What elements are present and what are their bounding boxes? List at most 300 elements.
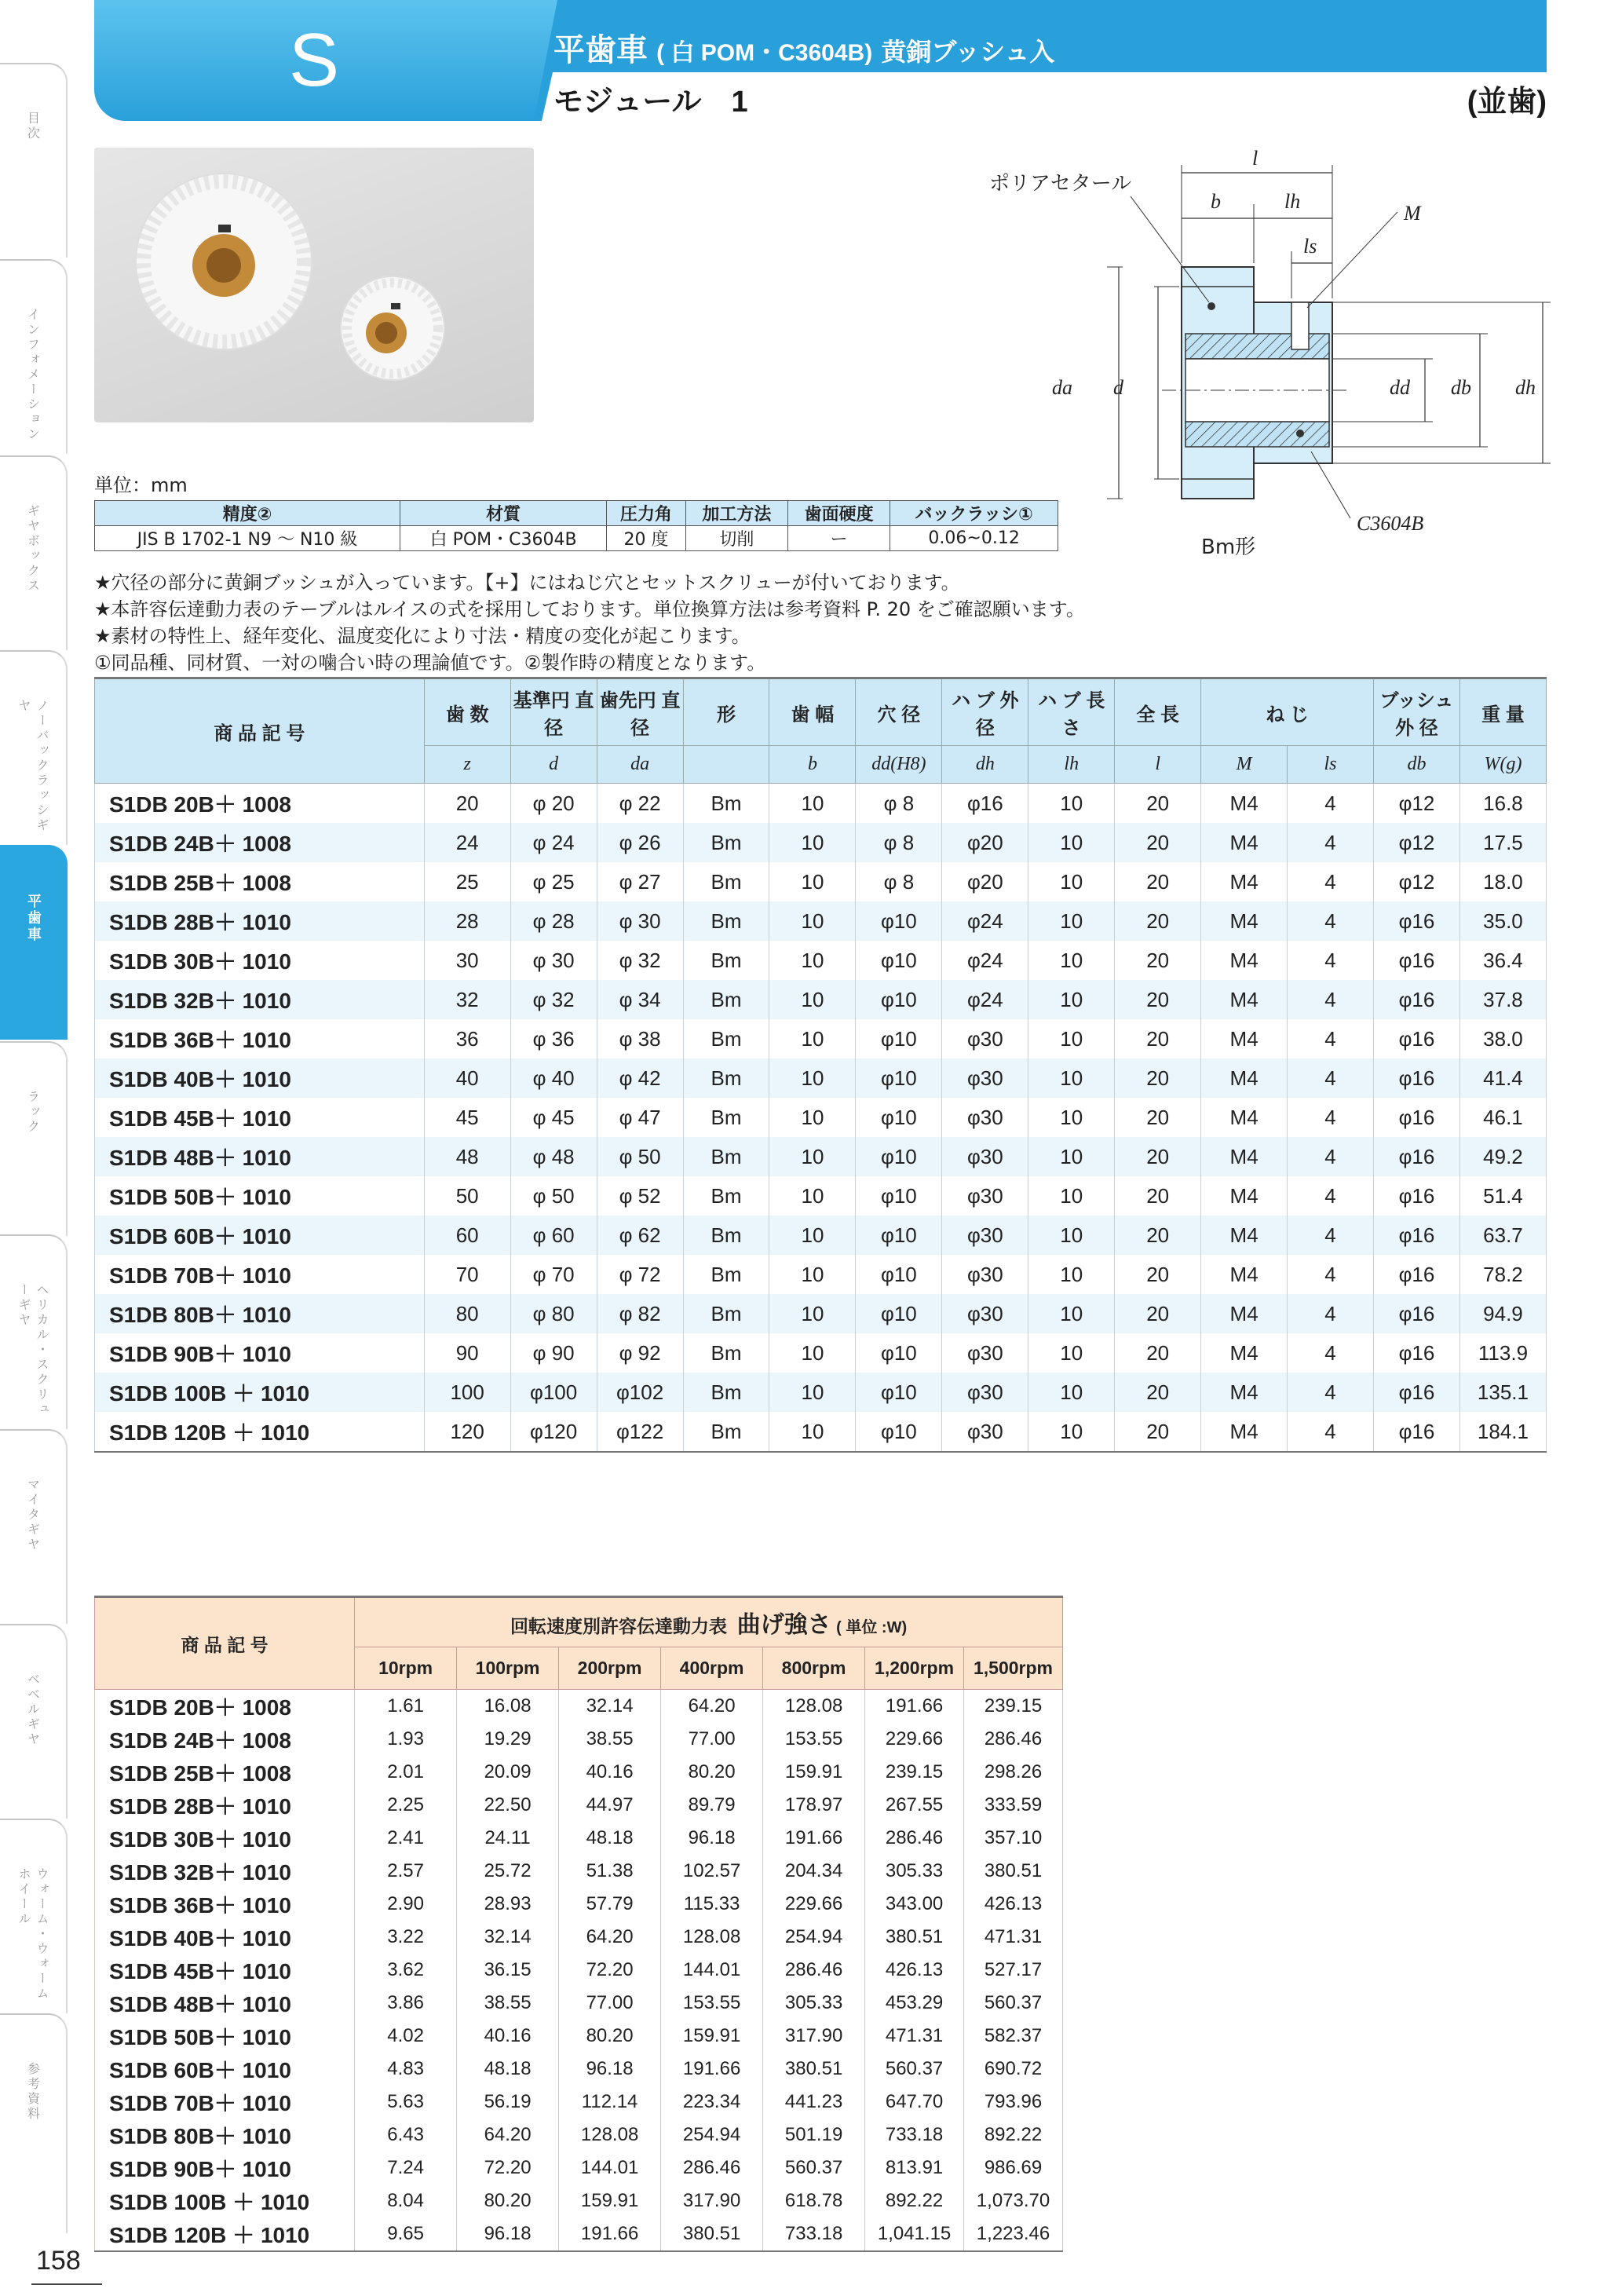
table-cell: M4 bbox=[1201, 1137, 1288, 1176]
power-cell: 317.90 bbox=[661, 2184, 763, 2217]
table-cell: 20 bbox=[1115, 980, 1201, 1019]
table-cell: 94.9 bbox=[1459, 1294, 1546, 1333]
side-tab-label: ギヤボックス bbox=[25, 504, 41, 594]
table-cell: φ 24 bbox=[510, 823, 597, 862]
table-cell: φ 28 bbox=[510, 901, 597, 941]
table-cell: 90 bbox=[424, 1333, 510, 1373]
table-cell: 10 bbox=[769, 1176, 856, 1216]
col-screw-header: ね じ bbox=[1201, 678, 1374, 746]
table-cell: φ30 bbox=[942, 1058, 1028, 1098]
side-tab-label: ラック bbox=[25, 1090, 41, 1135]
power-cell: 690.72 bbox=[964, 2053, 1063, 2086]
power-cell: 112.14 bbox=[559, 2086, 661, 2119]
col-hubdia-header: ハ ブ 外 径 bbox=[942, 678, 1028, 746]
table-cell: 10 bbox=[769, 1216, 856, 1255]
spec-value-cell: 20 度 bbox=[607, 526, 686, 551]
power-cell: 4.02 bbox=[355, 2020, 457, 2053]
dimension-table-body bbox=[95, 784, 1547, 1453]
table-cell: 10 bbox=[1028, 980, 1115, 1019]
col-form-header: 形 bbox=[683, 678, 769, 746]
table-cell: 10 bbox=[1028, 1137, 1115, 1176]
power-cell: 80.20 bbox=[457, 2184, 559, 2217]
table-row bbox=[95, 1756, 1063, 1789]
sym-ls: ls bbox=[1288, 746, 1374, 784]
power-cell: 16.08 bbox=[457, 1690, 559, 1724]
table-cell: φ30 bbox=[942, 1412, 1028, 1452]
table-cell: φ10 bbox=[856, 1255, 942, 1294]
table-cell: φ16 bbox=[1373, 1412, 1459, 1452]
gear-photo-illustration bbox=[94, 148, 534, 422]
power-cell: 317.90 bbox=[763, 2020, 865, 2053]
table-row bbox=[95, 1216, 1547, 1255]
table-cell: φ 42 bbox=[597, 1058, 683, 1098]
power-cell: 3.22 bbox=[355, 1921, 457, 1954]
table-cell: φ 72 bbox=[597, 1255, 683, 1294]
power-cell: 96.18 bbox=[457, 2217, 559, 2251]
table-row bbox=[95, 1789, 1063, 1822]
side-tab-7[interactable] bbox=[0, 1234, 68, 1429]
spec-header-row bbox=[95, 501, 1058, 526]
table-cell: φ 36 bbox=[510, 1019, 597, 1058]
table-cell: 17.5 bbox=[1459, 823, 1546, 862]
power-cell: 153.55 bbox=[763, 1723, 865, 1756]
note-3: ★素材の特性上、経年変化、温度変化により寸法・精度の変化が起こります。 bbox=[94, 625, 751, 647]
side-tab-6[interactable] bbox=[0, 1041, 68, 1236]
table-cell: φ30 bbox=[942, 1019, 1028, 1058]
table-cell: 4 bbox=[1288, 823, 1374, 862]
power-cell: 144.01 bbox=[559, 2152, 661, 2184]
table-row bbox=[95, 1690, 1063, 1724]
table-row bbox=[95, 1373, 1547, 1412]
table-row bbox=[95, 1888, 1063, 1921]
col-total-header: 全 長 bbox=[1115, 678, 1201, 746]
power-cell: 56.19 bbox=[457, 2086, 559, 2119]
dim-d: d bbox=[1113, 376, 1123, 399]
product-code-cell: S1DB 45B＋ 1010 bbox=[95, 1954, 355, 1987]
table-cell: 4 bbox=[1288, 1216, 1374, 1255]
product-code-cell: S1DB 70B＋ 1010 bbox=[95, 2086, 355, 2119]
table-cell: 50 bbox=[424, 1176, 510, 1216]
power-title-strong: 曲げ強さ bbox=[736, 1612, 831, 1638]
power-cell: 239.15 bbox=[964, 1690, 1063, 1724]
table-cell: 10 bbox=[769, 862, 856, 901]
power-cell: 128.08 bbox=[763, 1690, 865, 1724]
power-cell: 40.16 bbox=[457, 2020, 559, 2053]
power-cell: 380.51 bbox=[865, 1921, 964, 1954]
side-tab-label: ウォーム・ウォームホイール bbox=[16, 1867, 49, 2002]
table-cell: φ10 bbox=[856, 1294, 942, 1333]
product-code-cell: S1DB 25B＋ 1008 bbox=[95, 862, 425, 901]
table-cell: Bm bbox=[683, 862, 769, 901]
power-cell: 1,041.15 bbox=[865, 2217, 964, 2251]
table-cell: M4 bbox=[1201, 1294, 1288, 1333]
table-cell: φ 70 bbox=[510, 1255, 597, 1294]
power-cell: 128.08 bbox=[559, 2119, 661, 2152]
power-cell: 57.79 bbox=[559, 1888, 661, 1921]
power-cell: 813.91 bbox=[865, 2152, 964, 2184]
col-tip-header: 歯先円 直 径 bbox=[597, 678, 683, 746]
table-cell: 20 bbox=[1115, 1255, 1201, 1294]
product-code-cell: S1DB 70B＋ 1010 bbox=[95, 1255, 425, 1294]
power-cell: 64.20 bbox=[661, 1690, 763, 1724]
dim-db: db bbox=[1451, 376, 1471, 399]
rpm-header: 1,200rpm bbox=[865, 1647, 964, 1690]
power-cell: 426.13 bbox=[865, 1954, 964, 1987]
power-cell: 9.65 bbox=[355, 2217, 457, 2251]
power-cell: 36.15 bbox=[457, 1954, 559, 1987]
table-cell: φ 8 bbox=[856, 823, 942, 862]
table-cell: Bm bbox=[683, 1373, 769, 1412]
sym-dd: dd(H8) bbox=[856, 746, 942, 784]
table-row bbox=[95, 2217, 1063, 2251]
table-cell: φ 26 bbox=[597, 823, 683, 862]
power-cell: 48.18 bbox=[457, 2053, 559, 2086]
series-letter: S bbox=[288, 18, 340, 102]
power-cell: 286.46 bbox=[964, 1723, 1063, 1756]
table-cell: φ10 bbox=[856, 1019, 942, 1058]
product-code-cell: S1DB 28B＋ 1010 bbox=[95, 901, 425, 941]
table-cell: φ16 bbox=[1373, 1019, 1459, 1058]
table-cell: M4 bbox=[1201, 1255, 1288, 1294]
power-cell: 22.50 bbox=[457, 1789, 559, 1822]
module-label: モジュール 1 bbox=[553, 86, 748, 119]
side-tab-8[interactable] bbox=[0, 1429, 68, 1624]
table-row bbox=[95, 1723, 1063, 1756]
product-code-cell: S1DB 50B＋ 1010 bbox=[95, 2020, 355, 2053]
table-row bbox=[95, 1255, 1547, 1294]
table-cell: 20 bbox=[1115, 1294, 1201, 1333]
power-cell: 892.22 bbox=[964, 2119, 1063, 2152]
power-cell: 89.79 bbox=[661, 1789, 763, 1822]
power-cell: 7.24 bbox=[355, 2152, 457, 2184]
unit-label: 単位：mm bbox=[94, 474, 188, 496]
power-cell: 229.66 bbox=[763, 1888, 865, 1921]
table-cell: φ16 bbox=[1373, 1373, 1459, 1412]
table-cell: φ 62 bbox=[597, 1216, 683, 1255]
power-cell: 582.37 bbox=[964, 2020, 1063, 2053]
small-gear-image bbox=[341, 276, 444, 380]
bm-form-drawing bbox=[974, 141, 1602, 565]
table-cell: φ12 bbox=[1373, 862, 1459, 901]
table-cell: Bm bbox=[683, 1255, 769, 1294]
power-cell: 6.43 bbox=[355, 2119, 457, 2152]
rpm-header: 100rpm bbox=[457, 1647, 559, 1690]
table-cell: 35.0 bbox=[1459, 901, 1546, 941]
table-cell: M4 bbox=[1201, 1373, 1288, 1412]
table-cell: φ10 bbox=[856, 1373, 942, 1412]
table-cell: 70 bbox=[424, 1255, 510, 1294]
power-cell: 527.17 bbox=[964, 1954, 1063, 1987]
power-cell: 2.90 bbox=[355, 1888, 457, 1921]
side-tab-label: ヘリカル・スクリューギヤ bbox=[16, 1283, 49, 1417]
table-cell: 4 bbox=[1288, 1294, 1374, 1333]
table-cell: φ20 bbox=[942, 862, 1028, 901]
table-cell: 10 bbox=[1028, 1412, 1115, 1452]
table-cell: Bm bbox=[683, 1176, 769, 1216]
table-cell: φ16 bbox=[942, 784, 1028, 824]
table-cell: Bm bbox=[683, 1058, 769, 1098]
table-cell: 30 bbox=[424, 941, 510, 980]
power-cell: 2.01 bbox=[355, 1756, 457, 1789]
table-cell: φ 32 bbox=[597, 941, 683, 980]
side-tab-10[interactable] bbox=[0, 1819, 68, 2013]
power-cell: 102.57 bbox=[661, 1855, 763, 1888]
table-cell: 10 bbox=[769, 1412, 856, 1452]
table-row bbox=[95, 823, 1547, 862]
table-cell: φ 90 bbox=[510, 1333, 597, 1373]
power-cell: 191.66 bbox=[763, 1822, 865, 1855]
table-cell: 18.0 bbox=[1459, 862, 1546, 901]
col-bore-header: 穴 径 bbox=[856, 678, 942, 746]
table-cell: 4 bbox=[1288, 941, 1374, 980]
table-cell: φ10 bbox=[856, 1176, 942, 1216]
side-tab-2[interactable] bbox=[0, 259, 68, 454]
power-cell: 892.22 bbox=[865, 2184, 964, 2217]
table-cell: φ16 bbox=[1373, 941, 1459, 980]
power-cell: 80.20 bbox=[559, 2020, 661, 2053]
table-cell: Bm bbox=[683, 901, 769, 941]
power-cell: 254.94 bbox=[661, 2119, 763, 2152]
table-row bbox=[95, 1921, 1063, 1954]
sym-d: d bbox=[510, 746, 597, 784]
table-cell: Bm bbox=[683, 1019, 769, 1058]
power-cell: 426.13 bbox=[964, 1888, 1063, 1921]
power-cell: 254.94 bbox=[763, 1921, 865, 1954]
dimension-table bbox=[94, 677, 1547, 1453]
table-cell: M4 bbox=[1201, 980, 1288, 1019]
spec-value-row bbox=[95, 526, 1058, 551]
table-cell: M4 bbox=[1201, 862, 1288, 901]
table-cell: M4 bbox=[1201, 784, 1288, 824]
power-cell: 191.66 bbox=[661, 2053, 763, 2086]
power-table-body bbox=[95, 1690, 1063, 2252]
table-cell: 10 bbox=[1028, 1294, 1115, 1333]
table-cell: 4 bbox=[1288, 1255, 1374, 1294]
spec-header-cell: 材質 bbox=[400, 501, 607, 526]
sym-z: z bbox=[424, 746, 510, 784]
power-cell: 159.91 bbox=[763, 1756, 865, 1789]
table-cell: 10 bbox=[1028, 1373, 1115, 1412]
product-code-cell: S1DB 120B ＋ 1010 bbox=[95, 2217, 355, 2251]
table-cell: 120 bbox=[424, 1412, 510, 1452]
table-row bbox=[95, 2152, 1063, 2184]
power-cell: 1.61 bbox=[355, 1690, 457, 1724]
table-cell: M4 bbox=[1201, 1333, 1288, 1373]
table-cell: Bm bbox=[683, 1216, 769, 1255]
product-code-cell: S1DB 30B＋ 1010 bbox=[95, 941, 425, 980]
power-cell: 8.04 bbox=[355, 2184, 457, 2217]
table-cell: φ 30 bbox=[510, 941, 597, 980]
table-cell: φ12 bbox=[1373, 823, 1459, 862]
power-cell: 191.66 bbox=[865, 1690, 964, 1724]
table-cell: 46.1 bbox=[1459, 1098, 1546, 1137]
table-row bbox=[95, 2119, 1063, 2152]
table-cell: 40 bbox=[424, 1058, 510, 1098]
table-cell: 100 bbox=[424, 1373, 510, 1412]
power-cell: 733.18 bbox=[865, 2119, 964, 2152]
bushing-material-label: C3604B bbox=[1357, 512, 1424, 535]
table-cell: 20 bbox=[1115, 823, 1201, 862]
sym-l: l bbox=[1115, 746, 1201, 784]
side-tab-11[interactable] bbox=[0, 2013, 68, 2233]
table-cell: φ100 bbox=[510, 1373, 597, 1412]
table-cell: 10 bbox=[769, 1137, 856, 1176]
table-cell: 49.2 bbox=[1459, 1137, 1546, 1176]
sym-da: da bbox=[597, 746, 683, 784]
table-cell: 4 bbox=[1288, 1412, 1374, 1452]
table-cell: Bm bbox=[683, 980, 769, 1019]
dim-ls: ls bbox=[1303, 235, 1317, 258]
table-cell: φ 32 bbox=[510, 980, 597, 1019]
product-code-cell: S1DB 24B＋ 1008 bbox=[95, 1723, 355, 1756]
table-cell: φ10 bbox=[856, 1216, 942, 1255]
power-cell: 2.57 bbox=[355, 1855, 457, 1888]
col-bush-header: ブッシュ 外 径 bbox=[1373, 678, 1459, 746]
table-cell: 20 bbox=[1115, 1058, 1201, 1098]
table-cell: 20 bbox=[1115, 1176, 1201, 1216]
table-cell: φ16 bbox=[1373, 1216, 1459, 1255]
title-main: 平歯車 bbox=[553, 33, 648, 68]
table-cell: 20 bbox=[424, 784, 510, 824]
table-cell: 20 bbox=[1115, 1216, 1201, 1255]
side-tab-5[interactable] bbox=[0, 845, 68, 1040]
table-cell: 10 bbox=[769, 1058, 856, 1098]
table-cell: Bm bbox=[683, 784, 769, 824]
table-row bbox=[95, 2020, 1063, 2053]
table-cell: φ16 bbox=[1373, 1137, 1459, 1176]
table-row bbox=[95, 2086, 1063, 2119]
table-cell: φ24 bbox=[942, 980, 1028, 1019]
table-cell: 60 bbox=[424, 1216, 510, 1255]
table-row bbox=[95, 1058, 1547, 1098]
power-cell: 2.25 bbox=[355, 1789, 457, 1822]
table-cell: 10 bbox=[1028, 1019, 1115, 1058]
power-cell: 72.20 bbox=[457, 2152, 559, 2184]
form-label: Bm形 bbox=[1201, 536, 1256, 559]
power-cell: 153.55 bbox=[661, 1987, 763, 2020]
power-cell: 618.78 bbox=[763, 2184, 865, 2217]
power-cell: 986.69 bbox=[964, 2152, 1063, 2184]
power-cell: 267.55 bbox=[865, 1789, 964, 1822]
product-code-cell: S1DB 120B ＋ 1010 bbox=[95, 1412, 425, 1452]
table-cell: 10 bbox=[1028, 1333, 1115, 1373]
power-cell: 298.26 bbox=[964, 1756, 1063, 1789]
power-cell: 733.18 bbox=[763, 2217, 865, 2251]
table-row bbox=[95, 941, 1547, 980]
table-row bbox=[95, 784, 1547, 824]
table-cell: 10 bbox=[1028, 823, 1115, 862]
product-code-cell: S1DB 90B＋ 1010 bbox=[95, 1333, 425, 1373]
side-tab-1[interactable] bbox=[0, 63, 68, 258]
side-tab-3[interactable] bbox=[0, 455, 68, 650]
product-code-cell: S1DB 50B＋ 1010 bbox=[95, 1176, 425, 1216]
table-cell: 78.2 bbox=[1459, 1255, 1546, 1294]
sym-lh: lh bbox=[1028, 746, 1115, 784]
page-number: 158 bbox=[36, 2246, 81, 2276]
power-cell: 28.93 bbox=[457, 1888, 559, 1921]
power-cell: 343.00 bbox=[865, 1888, 964, 1921]
side-tab-label: ノーバックラッシギヤ bbox=[16, 699, 49, 833]
table-cell: 10 bbox=[769, 1333, 856, 1373]
table-cell: 20 bbox=[1115, 1333, 1201, 1373]
title-paren: ( 白 POM・C3604B) bbox=[656, 40, 873, 66]
table-cell: 4 bbox=[1288, 1098, 1374, 1137]
table-cell: 10 bbox=[769, 980, 856, 1019]
table-cell: M4 bbox=[1201, 1058, 1288, 1098]
power-title-unit: ( 単位 :W) bbox=[836, 1619, 908, 1636]
power-cell: 286.46 bbox=[661, 2152, 763, 2184]
table-cell: φ 27 bbox=[597, 862, 683, 901]
power-cell: 305.33 bbox=[865, 1855, 964, 1888]
sym-dh: dh bbox=[942, 746, 1028, 784]
table-cell: 10 bbox=[1028, 784, 1115, 824]
dim-da: da bbox=[1052, 376, 1072, 399]
table-cell: 20 bbox=[1115, 1098, 1201, 1137]
table-cell: φ30 bbox=[942, 1255, 1028, 1294]
table-cell: 135.1 bbox=[1459, 1373, 1546, 1412]
spec-value-cell: 0.06~0.12 bbox=[890, 526, 1058, 551]
power-cell: 3.62 bbox=[355, 1954, 457, 1987]
spec-header-cell: バックラッシ① bbox=[890, 501, 1058, 526]
table-cell: φ 92 bbox=[597, 1333, 683, 1373]
power-cell: 471.31 bbox=[964, 1921, 1063, 1954]
table-cell: 10 bbox=[769, 1373, 856, 1412]
sym-db: db bbox=[1373, 746, 1459, 784]
table-cell: 4 bbox=[1288, 901, 1374, 941]
table-cell: φ30 bbox=[942, 1373, 1028, 1412]
table-cell: φ30 bbox=[942, 1098, 1028, 1137]
table-cell: φ16 bbox=[1373, 980, 1459, 1019]
table-cell: 16.8 bbox=[1459, 784, 1546, 824]
power-cell: 191.66 bbox=[559, 2217, 661, 2251]
table-cell: M4 bbox=[1201, 1216, 1288, 1255]
table-cell: 20 bbox=[1115, 901, 1201, 941]
large-gear-image bbox=[136, 174, 312, 349]
spec-value-cell: JIS B 1702-1 N9 〜 N10 級 bbox=[95, 526, 400, 551]
power-cell: 647.70 bbox=[865, 2086, 964, 2119]
side-tab-4[interactable] bbox=[0, 650, 68, 845]
side-tab-label: インフォメーション bbox=[25, 308, 41, 442]
table-cell: 4 bbox=[1288, 862, 1374, 901]
table-cell: 184.1 bbox=[1459, 1412, 1546, 1452]
sym-W: W(g) bbox=[1459, 746, 1546, 784]
power-cell: 19.29 bbox=[457, 1723, 559, 1756]
product-code-cell: S1DB 20B＋ 1008 bbox=[95, 784, 425, 824]
table-cell: Bm bbox=[683, 1412, 769, 1452]
power-cell: 2.41 bbox=[355, 1822, 457, 1855]
spec-header-cell: 歯面硬度 bbox=[788, 501, 890, 526]
power-cell: 32.14 bbox=[457, 1921, 559, 1954]
power-cell: 1.93 bbox=[355, 1723, 457, 1756]
table-cell: M4 bbox=[1201, 823, 1288, 862]
table-cell: φ 40 bbox=[510, 1058, 597, 1098]
side-tab-9[interactable] bbox=[0, 1624, 68, 1819]
table-cell: 48 bbox=[424, 1137, 510, 1176]
table-row bbox=[95, 1333, 1547, 1373]
table-cell: 4 bbox=[1288, 1333, 1374, 1373]
power-cell: 286.46 bbox=[865, 1822, 964, 1855]
power-cell: 560.37 bbox=[865, 2053, 964, 2086]
sym-b: b bbox=[769, 746, 856, 784]
table-cell: φ 60 bbox=[510, 1216, 597, 1255]
table-cell: M4 bbox=[1201, 1176, 1288, 1216]
table-cell: φ10 bbox=[856, 941, 942, 980]
spec-header-cell: 圧力角 bbox=[607, 501, 686, 526]
table-cell: 80 bbox=[424, 1294, 510, 1333]
product-photo bbox=[94, 148, 534, 422]
power-cell: 25.72 bbox=[457, 1855, 559, 1888]
table-cell: 20 bbox=[1115, 1019, 1201, 1058]
